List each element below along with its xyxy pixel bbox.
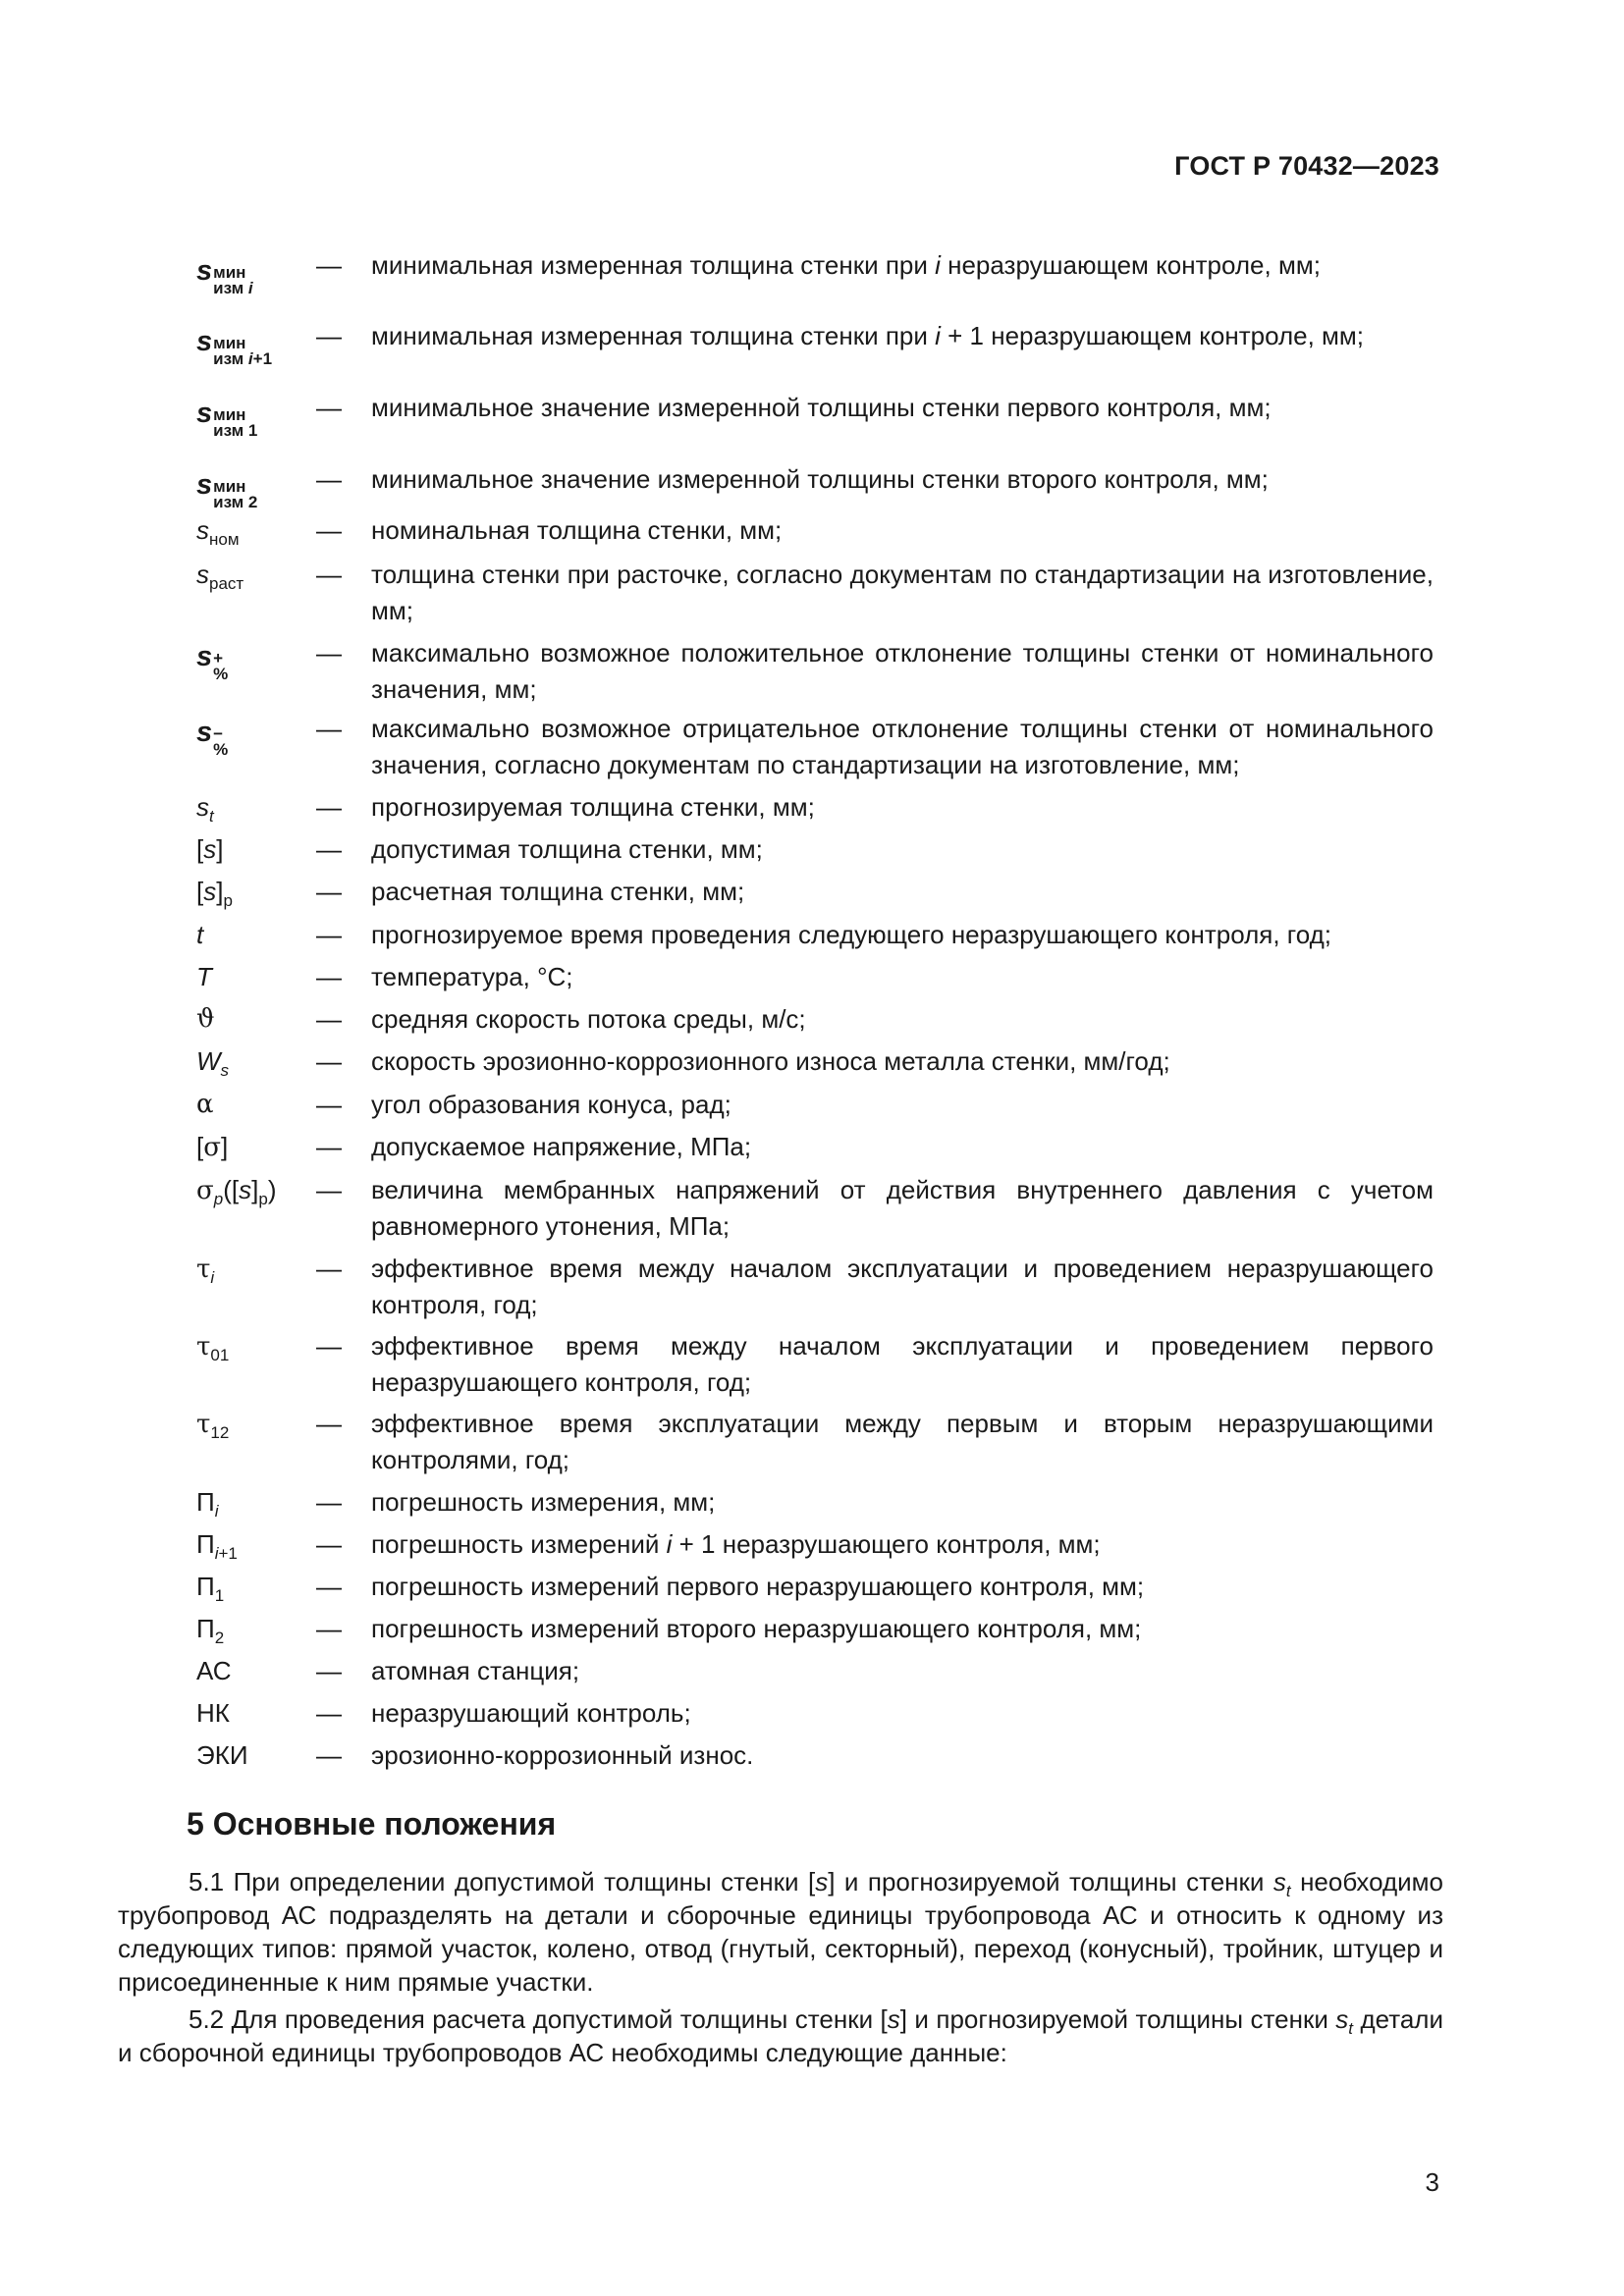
definition-dash: — xyxy=(316,1254,342,1283)
definition-dash: — xyxy=(316,560,342,589)
definition-text: минимальная измеренная толщина стенки при i неразрушающем контроле, мм; xyxy=(371,250,1321,280)
definition-dash: — xyxy=(316,1331,342,1361)
definition-text: минимальная измеренная толщина стенки при i + 1 неразрушающем контроле, мм; xyxy=(371,321,1365,350)
definition-dash: — xyxy=(316,1175,342,1204)
definition-symbol: $s_{ном}$ xyxy=(196,515,240,550)
definition-row xyxy=(0,1087,1624,1129)
definition-symbol: s − % xyxy=(196,717,229,759)
definition-symbol: s мин изм 1 xyxy=(196,398,258,440)
definition-text: прогнозируемое время проведения следующего неразрушающего контроля, год; xyxy=(371,920,1331,949)
definition-text: допустимая толщина стенки, мм; xyxy=(371,834,763,864)
definition-symbol: $\sigma_p([s]_р)$ xyxy=(196,1175,277,1209)
definition-dash: — xyxy=(316,920,342,949)
definition-dash: — xyxy=(316,1487,342,1517)
definition-text: минимальное значение измеренной толщины стенки второго контроля, мм; xyxy=(371,464,1269,494)
definition-text: погрешность измерений первого неразрушающего контроля, мм; xyxy=(371,1572,1145,1601)
definition-symbol: $П_{i+1}$ xyxy=(196,1529,238,1564)
definition-text: угол образования конуса, рад; xyxy=(371,1090,731,1119)
definition-dash: — xyxy=(316,1529,342,1559)
definition-row xyxy=(0,789,1624,831)
definition-dash: — xyxy=(316,1409,342,1438)
definition-row xyxy=(0,247,1624,318)
definition-dash: — xyxy=(316,321,342,350)
definition-row xyxy=(0,1001,1624,1043)
definition-symbol: T xyxy=(196,962,212,991)
definition-row xyxy=(0,1129,1624,1172)
definition-symbol: $\tau_i$ xyxy=(196,1255,215,1288)
definition-dash: — xyxy=(316,1656,342,1685)
definition-symbol: $П_2$ xyxy=(196,1614,225,1648)
definition-row xyxy=(0,1653,1624,1695)
definition-text: толщина стенки при расточке, согласно документам по стандартизации на изготовление, мм; xyxy=(371,560,1434,625)
definition-text: температура, °С; xyxy=(371,962,573,991)
definition-dash: — xyxy=(316,1004,342,1034)
page-number: 3 xyxy=(1425,2167,1439,2197)
definition-symbol: [s] xyxy=(196,834,224,864)
definition-row xyxy=(0,874,1624,917)
definition-symbol: $W_s$ xyxy=(196,1046,230,1081)
definition-dash: — xyxy=(316,393,342,422)
definition-symbol: ЭКИ xyxy=(196,1740,248,1770)
paragraph-5-1: 5.1 При определении допустимой толщины стенки [s] и прогнозируемой толщины стенки $s_t$ необходимо трубопровод АС подразделять на детали и сборочные единицы трубопровода АС и относить к одному из следующих типов: прямой участок, колено, отвод (гнутый, секторный), переход (конусный), тройник, штуцер и присоединенные к ним прямые участки. xyxy=(118,1867,1444,1997)
definition-symbol: s мин изм i xyxy=(196,255,253,297)
definition-text: величина мембранных напряжений от действия внутреннего давления с учетом равномерного утонения, МПа; xyxy=(371,1175,1434,1241)
definition-row xyxy=(0,1569,1624,1611)
definition-dash: — xyxy=(316,250,342,280)
section-heading: 5 Основные положения xyxy=(187,1806,557,1842)
definition-row xyxy=(0,318,1624,390)
definition-text: максимально возможное отрицательное отклонение толщины стенки от номинального значения, согласно документам по стандартизации на изготовление, мм; xyxy=(371,714,1434,779)
definition-text: максимально возможное положительное отклонение толщины стенки от номинального значения, мм; xyxy=(371,638,1434,704)
definition-text: эффективное время между началом эксплуатации и проведением первого неразрушающего контроля, год; xyxy=(371,1331,1434,1397)
definition-symbol: НК xyxy=(196,1698,230,1728)
definition-text: погрешность измерения, мм; xyxy=(371,1487,716,1517)
definition-symbol: t xyxy=(196,920,204,949)
definition-row xyxy=(0,959,1624,1001)
definition-dash: — xyxy=(316,962,342,991)
definition-row xyxy=(0,1611,1624,1653)
definition-row xyxy=(0,1043,1624,1087)
definition-row xyxy=(0,1484,1624,1526)
definition-row xyxy=(0,1737,1624,1780)
definition-symbol: [σ] xyxy=(196,1132,229,1162)
definition-row xyxy=(0,1328,1624,1406)
definition-text: средняя скорость потока среды, м/с; xyxy=(371,1004,806,1034)
definitions-list xyxy=(0,247,1624,1780)
definition-dash: — xyxy=(316,464,342,494)
definition-symbol: s + % xyxy=(196,641,229,683)
definition-symbol: $\tau_{12}$ xyxy=(196,1410,230,1443)
definition-symbol: s мин изм 2 xyxy=(196,469,258,511)
definition-symbol: $П_i$ xyxy=(196,1487,219,1522)
definition-row xyxy=(0,635,1624,711)
definition-dash: — xyxy=(316,1698,342,1728)
definition-row xyxy=(0,1172,1624,1251)
definition-text: номинальная толщина стенки, мм; xyxy=(371,515,783,545)
definition-symbol: $s_{раст}$ xyxy=(196,560,244,594)
definition-row xyxy=(0,1251,1624,1328)
definition-text: погрешность измерений i + 1 неразрушающего контроля, мм; xyxy=(371,1529,1101,1559)
definition-row xyxy=(0,1695,1624,1737)
definition-dash: — xyxy=(316,714,342,743)
definition-row xyxy=(0,1526,1624,1569)
definition-dash: — xyxy=(316,638,342,667)
definition-dash: — xyxy=(316,1614,342,1643)
definition-row xyxy=(0,917,1624,959)
definition-dash: — xyxy=(316,1572,342,1601)
definition-text: эрозионно-коррозионный износ. xyxy=(371,1740,754,1770)
paragraph-5-2: 5.2 Для проведения расчета допустимой толщины стенки [s] и прогнозируемой толщины стенки $s_t$ детали и сборочной единицы трубопроводов АС необходимы следующие данные: xyxy=(118,2004,1443,2067)
document-header: ГОСТ Р 70432—2023 xyxy=(1174,151,1439,181)
definition-symbol: $[s]_р$ xyxy=(196,877,233,911)
definition-row xyxy=(0,831,1624,874)
definition-dash: — xyxy=(316,834,342,864)
definition-text: минимальное значение измеренной толщины стенки первого контроля, мм; xyxy=(371,393,1272,422)
definition-dash: — xyxy=(316,1090,342,1119)
definition-symbol: $П_1$ xyxy=(196,1572,225,1606)
definition-symbol: ϑ xyxy=(196,1004,215,1034)
definition-row xyxy=(0,461,1624,512)
definition-text: допускаемое напряжение, МПа; xyxy=(371,1132,752,1161)
definition-dash: — xyxy=(316,792,342,822)
definition-row xyxy=(0,390,1624,461)
definition-row xyxy=(0,557,1624,635)
definition-text: прогнозируемая толщина стенки, мм; xyxy=(371,792,815,822)
definition-text: атомная станция; xyxy=(371,1656,580,1685)
definition-row xyxy=(0,1406,1624,1484)
definition-text: скорость эрозионно-коррозионного износа металла стенки, мм/год; xyxy=(371,1046,1170,1076)
definition-text: эффективное время эксплуатации между первым и вторым неразрушающими контролями, год; xyxy=(371,1409,1434,1474)
definition-dash: — xyxy=(316,515,342,545)
definition-dash: — xyxy=(316,877,342,906)
definition-symbol: s мин изм i+1 xyxy=(196,326,273,368)
definition-row xyxy=(0,512,1624,557)
definition-symbol: АС xyxy=(196,1656,232,1685)
definition-text: неразрушающий контроль; xyxy=(371,1698,691,1728)
definition-text: эффективное время между началом эксплуатации и проведением неразрушающего контроля, год; xyxy=(371,1254,1434,1319)
definition-text: расчетная толщина стенки, мм; xyxy=(371,877,745,906)
definition-symbol: $\tau_{01}$ xyxy=(196,1332,230,1365)
definition-dash: — xyxy=(316,1132,342,1161)
definition-symbol: α xyxy=(196,1090,214,1119)
definition-dash: — xyxy=(316,1740,342,1770)
definition-row xyxy=(0,711,1624,789)
definition-text: погрешность измерений второго неразрушающего контроля, мм; xyxy=(371,1614,1142,1643)
definition-symbol: $s_t$ xyxy=(196,792,214,827)
definition-dash: — xyxy=(316,1046,342,1076)
